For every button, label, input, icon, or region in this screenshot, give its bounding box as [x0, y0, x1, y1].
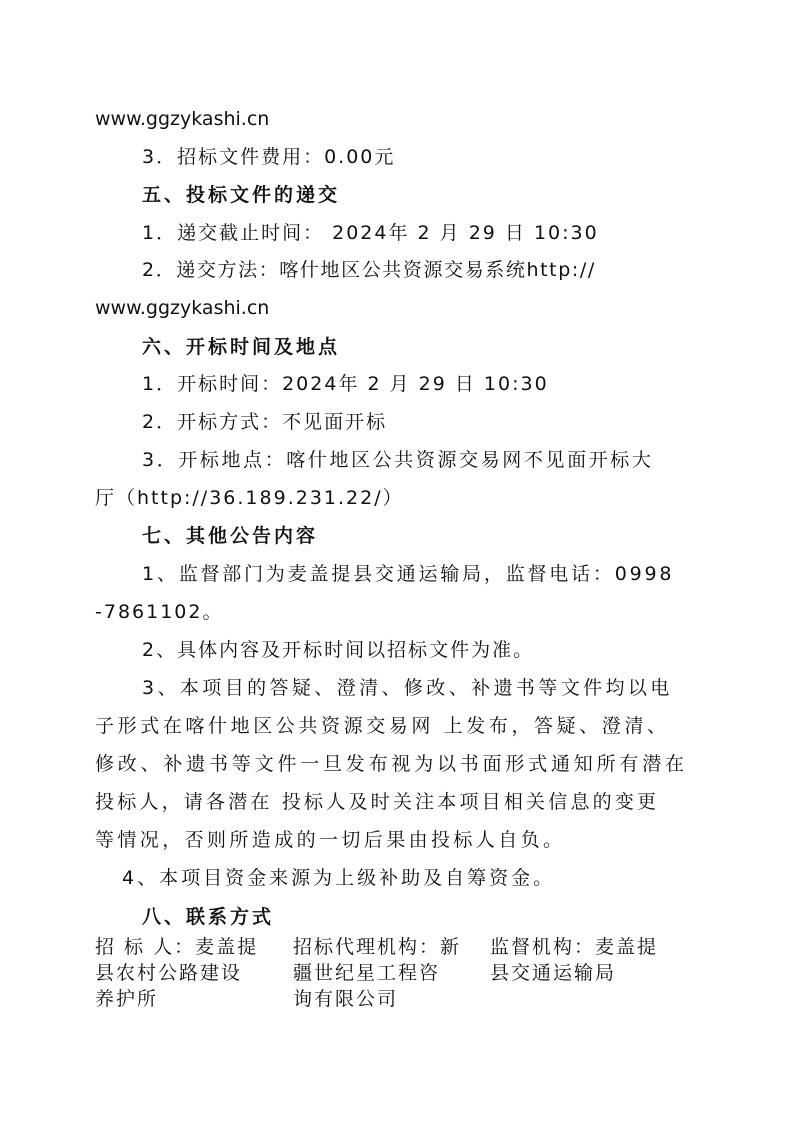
contact-agency [293, 934, 461, 1012]
section-heading-submission: 五、投标文件的递交 [142, 184, 341, 206]
section-heading-opening: 六、开标时间及地点 [142, 336, 341, 358]
clarification-note-line-4: 投标人，请各潜在 投标人及时关注本项目相关信息的变更 [95, 791, 660, 813]
submission-method: 2．递交方法：喀什地区公共资源交易系统http:// [142, 259, 596, 281]
clarification-note-line-5: 等情况，否则所造成的一切后果由投标人自负。 [95, 829, 566, 851]
contact-tenderer [95, 934, 258, 1012]
opening-method: 2．开标方式：不见面开标 [142, 411, 388, 433]
contact-supervisor-line: 监督机构：麦盖提 [490, 936, 659, 958]
contact-tenderer-line: 县农村公路建设 [95, 962, 243, 984]
contact-agency-line: 招标代理机构：新 [293, 936, 462, 958]
content-basis-note: 2、具体内容及开标时间以招标文件为准。 [142, 639, 535, 661]
bid-doc-url-continued: www.ggzykashi.cn [95, 108, 270, 130]
contact-agency-line: 询有限公司 [293, 988, 399, 1010]
submission-deadline: 1．递交截止时间： 2024年 2 月 29 日 10:30 [142, 222, 599, 244]
section-heading-contact: 八、联系方式 [142, 906, 275, 928]
section-heading-other: 七、其他公告内容 [142, 525, 319, 547]
supervision-department: 1、监督部门为麦盖提县交通运输局，监督电话：0998 [142, 563, 675, 585]
clarification-note-line-2: 子形式在喀什地区公共资源交易网 上发布，答疑、澄清、 [95, 715, 670, 737]
clarification-note-line-1: 3、本项目的答疑、澄清、修改、补遗书等文件均以电 [142, 677, 673, 699]
funding-source-note: 4、本项目资金来源为上级补助及自筹资金。 [122, 867, 556, 889]
bid-doc-fee: 3．招标文件费用：0.00元 [142, 146, 396, 168]
contact-tenderer-line: 招 标 人：麦盖提 [95, 936, 259, 958]
opening-time: 1．开标时间：2024年 2 月 29 日 10:30 [142, 373, 549, 395]
clarification-note-line-3: 修改、补遗书等文件一旦发布视为以书面形式通知所有潜在 [95, 753, 688, 775]
contact-supervisor-line: 县交通运输局 [490, 962, 617, 984]
opening-location: 3．开标地点：喀什地区公共资源交易网不见面开标大 [142, 449, 654, 471]
contact-supervisor [490, 934, 658, 986]
submission-url-continued: www.ggzykashi.cn [95, 297, 270, 319]
contact-tenderer-line: 养护所 [95, 988, 159, 1010]
supervision-phone-continued: -7861102。 [95, 601, 224, 623]
opening-location-url: 厅（http://36.189.231.22/） [95, 487, 404, 509]
contact-agency-line: 疆世纪星工程咨 [293, 962, 441, 984]
